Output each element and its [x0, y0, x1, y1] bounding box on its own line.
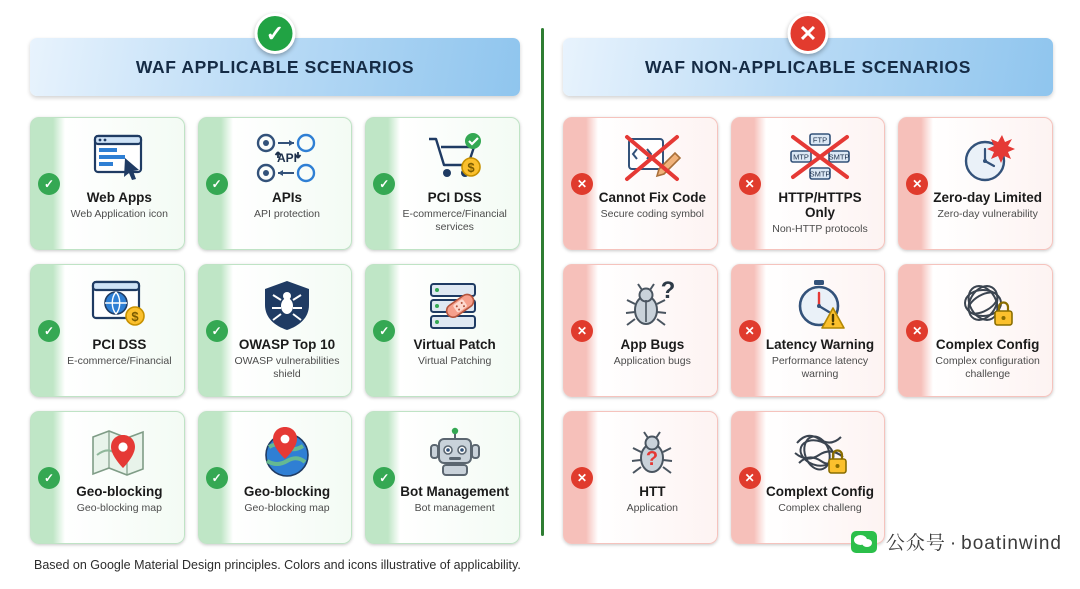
cross-mark-icon: ✕ [739, 173, 761, 195]
center-divider [541, 28, 544, 536]
card-cannot-fix-code[interactable] [563, 117, 718, 250]
card-subtitle: Web Application icon [70, 208, 168, 221]
browser-window-cursor-icon [61, 127, 178, 189]
watermark-prefix: 公众号 [885, 533, 946, 554]
card-subtitle: Complex challeng [778, 502, 862, 515]
card-title: Bot Management [400, 484, 510, 499]
non-applicable-banner [563, 20, 1053, 96]
card-htt[interactable] [563, 411, 718, 544]
protocols-crossed-icon [762, 127, 879, 189]
card-title: HTTP/HTTPS Only [778, 190, 862, 221]
card-title: Zero-day Limited [933, 190, 1043, 205]
card-title: Virtual Patch [413, 337, 496, 352]
svg-text:$: $ [131, 309, 139, 324]
card-subtitle: E-commerce/Financial services [402, 208, 507, 233]
check-mark-icon: ✓ [373, 320, 395, 342]
card-subtitle: Non-HTTP protocols [772, 223, 868, 236]
card-title: PCI DSS [92, 337, 147, 352]
card-subtitle: Geo-blocking map [76, 502, 162, 515]
cross-mark-icon: ✕ [906, 173, 928, 195]
card-subtitle: Virtual Patching [417, 355, 492, 368]
check-mark-icon: ✓ [38, 173, 60, 195]
non-applicable-column [563, 20, 1053, 544]
svg-text:SMTP: SMTP [828, 152, 850, 162]
card-title: Latency Warning [765, 337, 875, 352]
card-title: OWASP Top 10 [238, 337, 336, 352]
card-owasp-top-10[interactable] [198, 264, 353, 397]
watermark-name: boatinwind [961, 533, 1062, 554]
check-mark-icon: ✓ [38, 467, 60, 489]
watermark-text [886, 528, 1062, 555]
wechat-icon [851, 531, 877, 553]
card-subtitle: Application [626, 502, 679, 515]
card-virtual-patch[interactable] [365, 264, 520, 397]
tangled-lock-icon [929, 274, 1046, 336]
card-apis[interactable] [198, 117, 353, 250]
non-applicable-title: WAF NON-APPLICABLE SCENARIOS [645, 56, 971, 77]
card-subtitle: OWASP vulnerabilities shield [234, 355, 340, 380]
card-web-apps[interactable] [30, 117, 185, 250]
card-subtitle: Geo-blocking map [244, 502, 330, 515]
svg-text:?: ? [660, 278, 676, 304]
cross-mark-icon: ✕ [906, 320, 928, 342]
map-pin-icon [61, 421, 178, 483]
card-title: PCI DSS [427, 190, 482, 205]
bug-question-icon [594, 274, 711, 336]
svg-text:SMTP: SMTP [809, 169, 831, 179]
cross-mark-icon: ✕ [571, 173, 593, 195]
card-pci-dss-cart[interactable] [365, 117, 520, 250]
card-complext-config[interactable] [731, 411, 886, 544]
check-mark-icon: ✓ [38, 320, 60, 342]
cross-mark-icon: ✕ [739, 320, 761, 342]
applicable-column [30, 20, 520, 544]
check-mark-icon: ✓ [373, 467, 395, 489]
svg-text:?: ? [646, 448, 659, 470]
card-title: HTT [639, 484, 666, 499]
card-title: Complext Config [765, 484, 874, 499]
card-geo-blocking-globe[interactable] [198, 411, 353, 544]
check-mark-icon: ✓ [206, 467, 228, 489]
stopwatch-warning-icon [762, 274, 879, 336]
card-subtitle: Application bugs [613, 355, 691, 368]
card-subtitle: Secure coding symbol [600, 208, 704, 221]
svg-text:$: $ [467, 160, 475, 175]
card-title: Geo-blocking [76, 484, 163, 499]
card-complex-config[interactable] [898, 264, 1053, 397]
cross-mark-icon: ✕ [739, 467, 761, 489]
card-title: APIs [271, 190, 302, 205]
card-title: Cannot Fix Code [598, 190, 706, 205]
svg-text:API: API [276, 151, 297, 165]
clock-explosion-icon [929, 127, 1046, 189]
svg-text:FTP: FTP [812, 135, 828, 145]
card-title: Geo-blocking [243, 484, 331, 499]
card-title: App Bugs [620, 337, 685, 352]
tangled-lock-icon [762, 421, 879, 483]
check-circle-icon: ✓ [255, 13, 296, 54]
watermark-dot: · [949, 533, 958, 554]
card-app-bugs[interactable] [563, 264, 718, 397]
shield-bug-icon [229, 274, 346, 336]
applicable-title: WAF APPLICABLE SCENARIOS [135, 56, 415, 77]
shopping-cart-coin-icon [396, 127, 513, 189]
card-subtitle: API protection [254, 208, 320, 221]
svg-text:MTP: MTP [793, 152, 809, 162]
check-mark-icon: ✓ [206, 320, 228, 342]
bug-question-red-icon [594, 421, 711, 483]
card-subtitle: Performance latency warning [771, 355, 869, 380]
applicable-card-grid [30, 117, 520, 544]
footer-note: Based on Google Material Design principles. Colors and icons illustrative of applicability. [34, 558, 521, 572]
card-subtitle: E-commerce/Financial [67, 355, 172, 368]
card-subtitle: Bot management [414, 502, 495, 515]
check-mark-icon: ✓ [373, 173, 395, 195]
card-pci-dss-globe[interactable] [30, 264, 185, 397]
code-pencil-crossed-icon [594, 127, 711, 189]
watermark [851, 528, 1062, 555]
api-gears-icon [229, 127, 346, 189]
card-title: Complex Config [935, 337, 1040, 352]
server-bandage-icon [396, 274, 513, 336]
applicable-banner [30, 20, 520, 96]
cross-mark-icon: ✕ [571, 467, 593, 489]
cross-circle-icon: ✕ [788, 13, 829, 54]
cross-mark-icon: ✕ [571, 320, 593, 342]
robot-icon [396, 421, 513, 483]
card-zero-day-limited[interactable] [898, 117, 1053, 250]
browser-globe-coin-icon [61, 274, 178, 336]
card-title: Web Apps [86, 190, 152, 205]
card-latency-warning[interactable] [731, 264, 886, 397]
card-bot-management[interactable] [365, 411, 520, 544]
card-subtitle: Zero-day vulnerability [937, 208, 1038, 221]
non-applicable-card-grid [563, 117, 1053, 544]
card-subtitle: Complex configuration challenge [935, 355, 1040, 380]
card-http-https-only[interactable] [731, 117, 886, 250]
globe-pin-icon [229, 421, 346, 483]
card-geo-blocking-map[interactable] [30, 411, 185, 544]
check-mark-icon: ✓ [206, 173, 228, 195]
